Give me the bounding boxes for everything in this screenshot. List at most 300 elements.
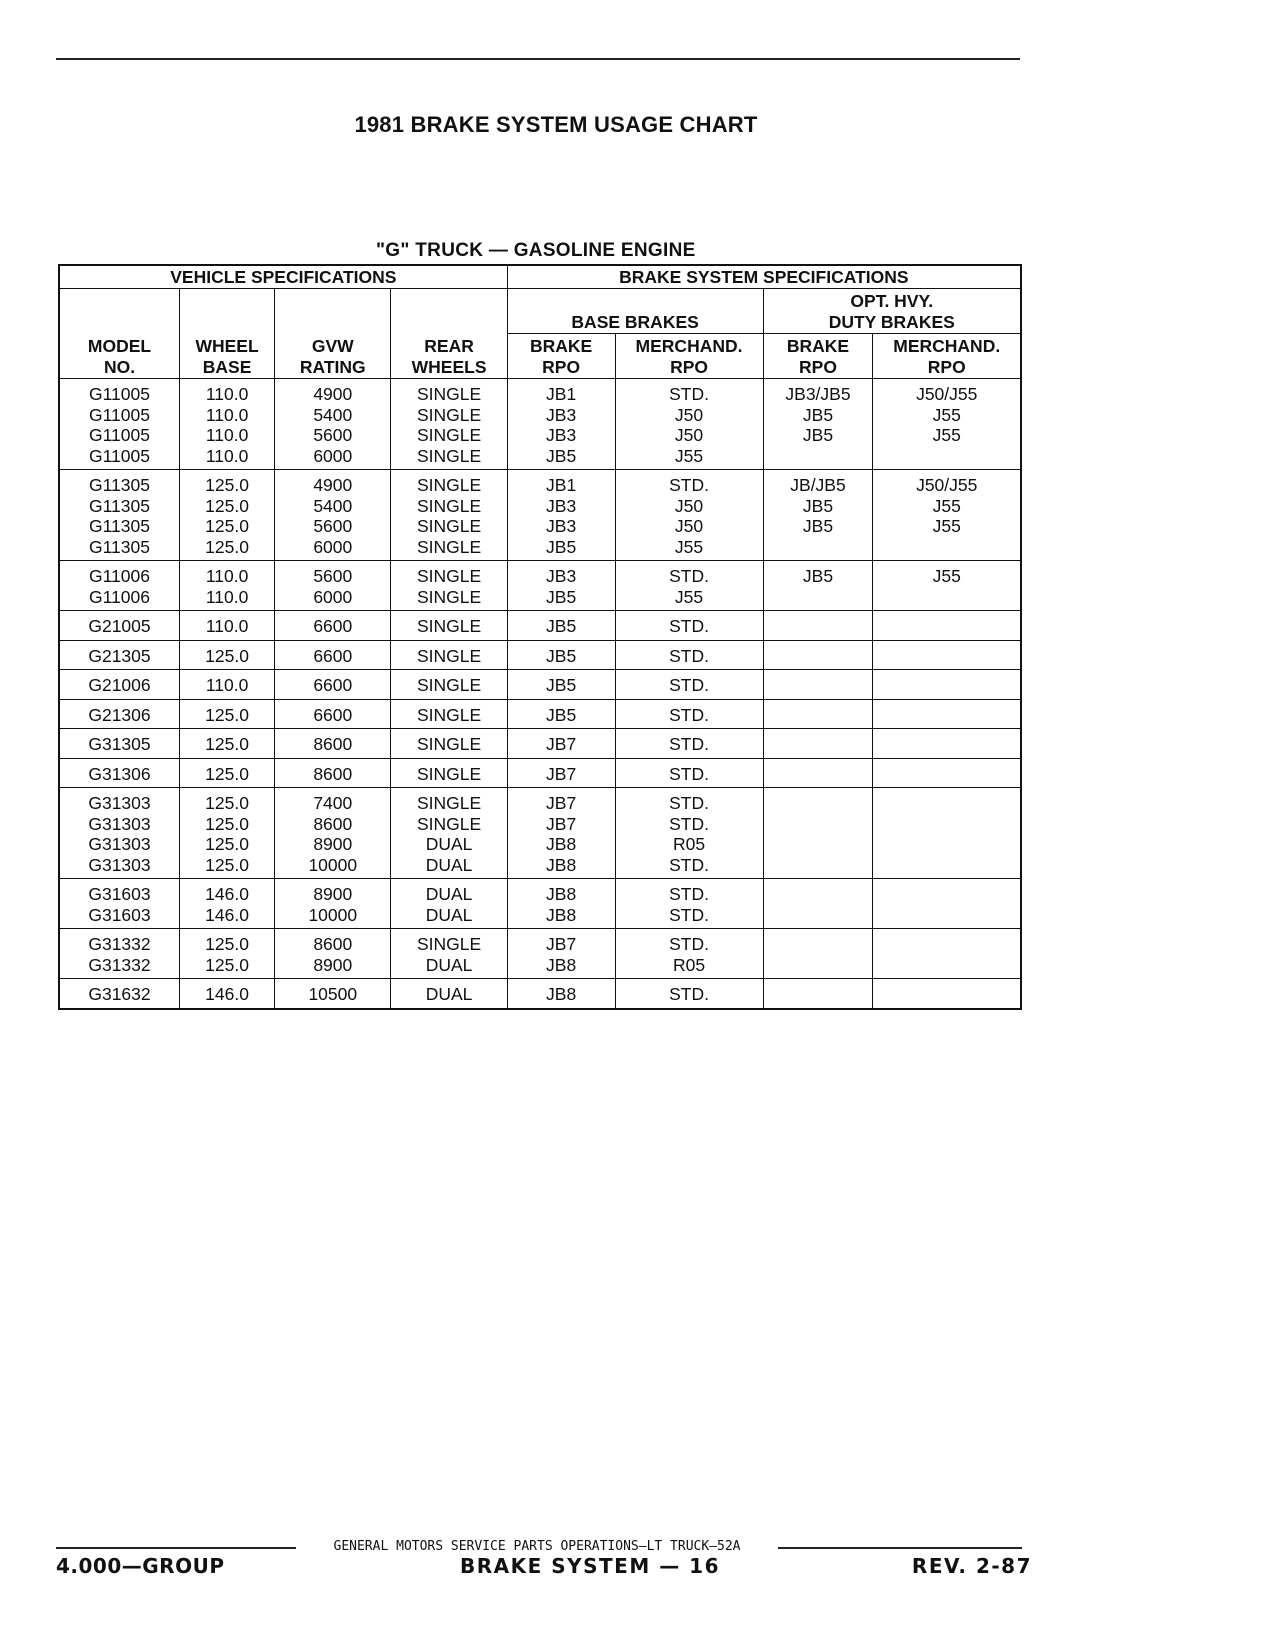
wheelbase-cell xyxy=(180,788,275,879)
model-cell xyxy=(59,979,180,1009)
cell-value: G11005 xyxy=(89,445,150,466)
cell-value: 4900 xyxy=(313,475,353,495)
table-body xyxy=(59,379,1021,1009)
cell-value: 10000 xyxy=(308,904,358,925)
cell-value: SINGLE xyxy=(416,734,482,754)
model-cell xyxy=(59,640,180,670)
opt-brake-rpo-cell xyxy=(763,729,873,759)
footer-rule-right xyxy=(778,1547,1022,1549)
cell-value: 110.0 xyxy=(205,384,249,404)
gvw-cell xyxy=(275,670,391,700)
opt-merch-rpo-cell xyxy=(873,699,1021,729)
rear-wheels-cell xyxy=(391,379,507,470)
cell-value: G21006 xyxy=(88,675,151,695)
cell-value: G11305 xyxy=(89,475,150,495)
gvw-cell xyxy=(275,979,391,1009)
cell-value: G21305 xyxy=(88,645,151,666)
cell-value: JB5 xyxy=(802,404,834,425)
col-model-header: MODEL NO. xyxy=(59,289,180,379)
top-rule xyxy=(56,58,1020,60)
table-row xyxy=(59,611,1021,641)
cell-value: J50 xyxy=(674,404,704,425)
cell-value: DUAL xyxy=(425,884,473,904)
gvw-cell xyxy=(275,758,391,788)
cell-value: 10000 xyxy=(308,854,358,875)
cell-value: STD. xyxy=(669,616,709,636)
gvw-cell xyxy=(275,470,391,561)
cell-value: 125.0 xyxy=(205,516,249,536)
rear-wheels-cell xyxy=(391,670,507,700)
cell-value: STD. xyxy=(669,884,709,904)
opt-merch-rpo-cell xyxy=(873,561,1021,611)
wheelbase-cell xyxy=(180,879,275,929)
rear-wheels-cell xyxy=(391,611,507,641)
rear-wheels-cell xyxy=(391,788,507,879)
gvw-cell xyxy=(275,729,391,759)
footer-publisher-line: GENERAL MOTORS SERVICE PARTS OPERATIONS—LT TRUCK—52A xyxy=(333,1539,741,1554)
opt-brake-rpo-cell xyxy=(763,929,873,979)
footer-rule-left xyxy=(56,1547,296,1549)
cell-value: STD. xyxy=(669,566,709,586)
base-merch-rpo-cell xyxy=(615,611,763,641)
base-merch-rpo-cell xyxy=(615,979,763,1009)
cell-value: JB3 xyxy=(546,566,577,586)
model-cell xyxy=(59,729,180,759)
cell-value: DUAL xyxy=(425,854,473,875)
opt-merch-rpo-cell xyxy=(873,379,1021,470)
footer-revision: REV. 2-87 xyxy=(911,1554,1032,1578)
model-cell xyxy=(59,611,180,641)
base-brake-rpo-cell xyxy=(507,929,615,979)
opt-merch-rpo-cell xyxy=(873,640,1021,670)
col-wheelbase-header: WHEEL BASE xyxy=(180,289,275,379)
gvw-cell xyxy=(275,929,391,979)
table-caption: "G" TRUCK — GASOLINE ENGINE xyxy=(376,240,696,261)
cell-value: STD. xyxy=(669,793,709,813)
footer-group: 4.000—GROUP xyxy=(56,1554,225,1578)
opt-merch-rpo-cell xyxy=(873,729,1021,759)
cell-value: 125.0 xyxy=(205,704,249,725)
col-base-merch-rpo-header: MERCHAND. RPO xyxy=(615,334,763,379)
cell-value: 125.0 xyxy=(205,834,249,854)
cell-value: J55 xyxy=(932,495,961,516)
opt-merch-rpo-cell xyxy=(873,670,1021,700)
cell-value: SINGLE xyxy=(416,495,482,516)
cell-value: 125.0 xyxy=(205,645,249,666)
cell-value: 110.0 xyxy=(205,586,249,607)
cell-value: 6600 xyxy=(313,704,353,725)
cell-value: JB5 xyxy=(802,566,834,586)
cell-value: G11305 xyxy=(89,536,150,557)
opt-brake-rpo-cell xyxy=(763,788,873,879)
cell-value: G11305 xyxy=(89,495,150,516)
cell-value: JB7 xyxy=(546,734,577,754)
gvw-cell xyxy=(275,561,391,611)
wheelbase-cell xyxy=(180,699,275,729)
cell-value: J55 xyxy=(932,566,961,586)
table-row xyxy=(59,699,1021,729)
opt-brake-rpo-cell xyxy=(763,640,873,670)
cell-value: 125.0 xyxy=(205,536,249,557)
cell-value: JB5 xyxy=(546,704,577,725)
table-row xyxy=(59,379,1021,470)
cell-value: STD. xyxy=(669,475,709,495)
wheelbase-cell xyxy=(180,611,275,641)
model-cell xyxy=(59,561,180,611)
cell-value: JB7 xyxy=(546,934,577,954)
table-header xyxy=(59,265,1021,379)
base-brake-rpo-cell xyxy=(507,699,615,729)
cell-value: 5400 xyxy=(313,495,353,516)
base-merch-rpo-cell xyxy=(615,758,763,788)
cell-value: G11005 xyxy=(89,384,150,404)
base-brake-rpo-cell xyxy=(507,729,615,759)
opt-merch-rpo-cell xyxy=(873,879,1021,929)
rear-wheels-cell xyxy=(391,758,507,788)
cell-value: 8900 xyxy=(313,954,353,975)
cell-value: SINGLE xyxy=(416,793,482,813)
col-gvw-header: GVW RATING xyxy=(275,289,391,379)
cell-value: 5600 xyxy=(313,425,353,445)
cell-value: JB7 xyxy=(546,813,577,834)
cell-value: G31303 xyxy=(88,793,151,813)
cell-value: JB5 xyxy=(802,516,834,536)
rear-wheels-cell xyxy=(391,979,507,1009)
cell-value: JB/JB5 xyxy=(790,475,846,495)
model-cell xyxy=(59,788,180,879)
cell-value: SINGLE xyxy=(416,566,482,586)
cell-value: 8600 xyxy=(313,734,353,754)
cell-value: G31305 xyxy=(88,734,151,754)
model-cell xyxy=(59,699,180,729)
opt-brake-rpo-cell xyxy=(763,670,873,700)
wheelbase-cell xyxy=(180,929,275,979)
wheelbase-cell xyxy=(180,758,275,788)
cell-value: DUAL xyxy=(425,834,473,854)
cell-value: 6000 xyxy=(313,586,353,607)
cell-value: JB8 xyxy=(546,954,577,975)
gvw-cell xyxy=(275,611,391,641)
cell-value: 110.0 xyxy=(205,445,249,466)
cell-value: STD. xyxy=(669,704,709,725)
opt-brake-rpo-cell xyxy=(763,470,873,561)
table-row xyxy=(59,979,1021,1009)
cell-value: J55 xyxy=(674,445,704,466)
cell-value: G11005 xyxy=(89,404,150,425)
base-brake-rpo-cell xyxy=(507,758,615,788)
base-merch-rpo-cell xyxy=(615,699,763,729)
cell-value: DUAL xyxy=(425,984,473,1004)
cell-value: G31303 xyxy=(88,834,151,854)
opt-brake-rpo-cell xyxy=(763,561,873,611)
cell-value: G31632 xyxy=(88,984,151,1004)
cell-value: STD. xyxy=(669,984,709,1004)
rear-wheels-cell xyxy=(391,640,507,670)
cell-value: G11305 xyxy=(89,516,150,536)
cell-value: SINGLE xyxy=(416,675,482,695)
cell-value: JB3 xyxy=(546,404,577,425)
cell-value: G31303 xyxy=(88,854,151,875)
table-row xyxy=(59,470,1021,561)
cell-value: 5600 xyxy=(313,566,353,586)
cell-value: G31603 xyxy=(88,904,151,925)
cell-value: 125.0 xyxy=(205,734,249,754)
cell-value: DUAL xyxy=(425,904,473,925)
rear-wheels-cell xyxy=(391,699,507,729)
cell-value: 4900 xyxy=(313,384,353,404)
base-brake-rpo-cell xyxy=(507,611,615,641)
table-row xyxy=(59,729,1021,759)
brake-specs-header: BRAKE SYSTEM SPECIFICATIONS xyxy=(507,265,1021,289)
cell-value: 10500 xyxy=(308,984,358,1004)
cell-value: R05 xyxy=(672,954,706,975)
cell-value: JB3 xyxy=(546,516,577,536)
cell-value: J55 xyxy=(932,425,961,445)
table-row xyxy=(59,929,1021,979)
cell-value: JB1 xyxy=(546,384,577,404)
rear-wheels-cell xyxy=(391,470,507,561)
base-merch-rpo-cell xyxy=(615,379,763,470)
base-merch-rpo-cell xyxy=(615,788,763,879)
cell-value: G31303 xyxy=(88,813,151,834)
cell-value: G11005 xyxy=(89,425,150,445)
gvw-cell xyxy=(275,699,391,729)
cell-value: STD. xyxy=(669,734,709,754)
wheelbase-cell xyxy=(180,379,275,470)
base-merch-rpo-cell xyxy=(615,470,763,561)
cell-value: G11006 xyxy=(89,586,150,607)
opt-merch-rpo-cell xyxy=(873,611,1021,641)
base-merch-rpo-cell xyxy=(615,670,763,700)
base-merch-rpo-cell xyxy=(615,879,763,929)
table-row xyxy=(59,561,1021,611)
rear-wheels-cell xyxy=(391,561,507,611)
gvw-cell xyxy=(275,879,391,929)
cell-value: J55 xyxy=(674,536,704,557)
model-cell xyxy=(59,929,180,979)
cell-value: G31332 xyxy=(88,954,151,975)
vehicle-specs-header: VEHICLE SPECIFICATIONS xyxy=(59,265,507,289)
rear-wheels-cell xyxy=(391,879,507,929)
rear-wheels-cell xyxy=(391,729,507,759)
cell-value: JB5 xyxy=(546,536,577,557)
brake-usage-table xyxy=(58,264,1022,1010)
cell-value: 110.0 xyxy=(205,566,249,586)
cell-value: 125.0 xyxy=(205,934,249,954)
cell-value: 8600 xyxy=(313,763,353,784)
base-brake-rpo-cell xyxy=(507,379,615,470)
cell-value: 125.0 xyxy=(205,475,249,495)
cell-value: SINGLE xyxy=(416,475,482,495)
cell-value: J50 xyxy=(674,425,704,445)
opt-brake-rpo-cell xyxy=(763,758,873,788)
wheelbase-cell xyxy=(180,979,275,1009)
cell-value: JB5 xyxy=(546,616,577,636)
wheelbase-cell xyxy=(180,670,275,700)
cell-value: SINGLE xyxy=(416,586,482,607)
cell-value: 7400 xyxy=(313,793,353,813)
gvw-cell xyxy=(275,788,391,879)
opt-brake-rpo-cell xyxy=(763,699,873,729)
cell-value: 125.0 xyxy=(205,793,249,813)
cell-value: 125.0 xyxy=(205,854,249,875)
wheelbase-cell xyxy=(180,640,275,670)
col-base-brake-rpo-header: BRAKE RPO xyxy=(507,334,615,379)
cell-value: JB5 xyxy=(546,645,577,666)
cell-value: JB5 xyxy=(546,445,577,466)
col-opt-merch-rpo-header: MERCHAND. RPO xyxy=(873,334,1021,379)
cell-value: 146.0 xyxy=(205,884,249,904)
cell-value: J50/J55 xyxy=(916,475,978,495)
opt-merch-rpo-cell xyxy=(873,758,1021,788)
cell-value: JB8 xyxy=(546,904,577,925)
base-brake-rpo-cell xyxy=(507,879,615,929)
base-brake-rpo-cell xyxy=(507,640,615,670)
table-row xyxy=(59,879,1021,929)
cell-value: J55 xyxy=(932,404,961,425)
cell-value: SINGLE xyxy=(416,645,482,666)
table-row xyxy=(59,670,1021,700)
cell-value: G31332 xyxy=(88,934,151,954)
cell-value: 8900 xyxy=(313,834,353,854)
base-brake-rpo-cell xyxy=(507,561,615,611)
cell-value: 8600 xyxy=(313,934,353,954)
col-opt-brake-rpo-header: BRAKE RPO xyxy=(763,334,873,379)
base-brake-rpo-cell xyxy=(507,979,615,1009)
wheelbase-cell xyxy=(180,561,275,611)
cell-value: STD. xyxy=(669,763,709,784)
cell-value: J50 xyxy=(674,495,704,516)
cell-value: 146.0 xyxy=(205,904,249,925)
model-cell xyxy=(59,379,180,470)
opt-brake-rpo-cell xyxy=(763,979,873,1009)
cell-value: SINGLE xyxy=(416,616,482,636)
cell-value: J55 xyxy=(932,516,961,536)
cell-value: STD. xyxy=(669,813,709,834)
cell-value: 110.0 xyxy=(205,404,249,425)
cell-value: JB5 xyxy=(802,425,834,445)
cell-value: STD. xyxy=(669,675,709,695)
base-brake-rpo-cell xyxy=(507,788,615,879)
cell-value: STD. xyxy=(669,645,709,666)
cell-value: 110.0 xyxy=(205,425,249,445)
cell-value: SINGLE xyxy=(416,763,482,784)
model-cell xyxy=(59,470,180,561)
cell-value: 5600 xyxy=(313,516,353,536)
cell-value: JB8 xyxy=(546,854,577,875)
page-title: 1981 BRAKE SYSTEM USAGE CHART xyxy=(354,112,758,137)
cell-value: J55 xyxy=(674,586,704,607)
cell-value: J50/J55 xyxy=(916,384,978,404)
opt-brake-rpo-cell xyxy=(763,379,873,470)
cell-value: 110.0 xyxy=(205,675,249,695)
cell-value: G11006 xyxy=(89,566,150,586)
cell-value: JB5 xyxy=(802,495,834,516)
cell-value: J50 xyxy=(674,516,704,536)
col-rear-wheels-header: REAR WHEELS xyxy=(391,289,507,379)
cell-value: JB5 xyxy=(546,586,577,607)
gvw-cell xyxy=(275,640,391,670)
opt-merch-rpo-cell xyxy=(873,470,1021,561)
cell-value: SINGLE xyxy=(416,536,482,557)
base-brake-rpo-cell xyxy=(507,670,615,700)
cell-value: 110.0 xyxy=(205,616,249,636)
cell-value: 125.0 xyxy=(205,954,249,975)
cell-value: JB3/JB5 xyxy=(785,384,851,404)
opt-merch-rpo-cell xyxy=(873,929,1021,979)
cell-value: SINGLE xyxy=(416,404,482,425)
cell-value: 146.0 xyxy=(205,984,249,1004)
cell-value: 8600 xyxy=(313,813,353,834)
model-cell xyxy=(59,758,180,788)
cell-value: JB7 xyxy=(546,793,577,813)
gvw-cell xyxy=(275,379,391,470)
cell-value: 6000 xyxy=(313,536,353,557)
model-cell xyxy=(59,670,180,700)
cell-value: 125.0 xyxy=(205,763,249,784)
cell-value: JB7 xyxy=(546,763,577,784)
cell-value: SINGLE xyxy=(416,516,482,536)
cell-value: SINGLE xyxy=(416,384,482,404)
cell-value: JB3 xyxy=(546,495,577,516)
base-merch-rpo-cell xyxy=(615,640,763,670)
cell-value: STD. xyxy=(669,384,709,404)
base-merch-rpo-cell xyxy=(615,729,763,759)
base-merch-rpo-cell xyxy=(615,929,763,979)
cell-value: STD. xyxy=(669,904,709,925)
cell-value: SINGLE xyxy=(416,445,482,466)
cell-value: G21005 xyxy=(88,616,151,636)
cell-value: R05 xyxy=(672,834,706,854)
table-row xyxy=(59,788,1021,879)
cell-value: 6000 xyxy=(313,445,353,466)
cell-value: SINGLE xyxy=(416,704,482,725)
cell-value: DUAL xyxy=(425,954,473,975)
cell-value: G21306 xyxy=(88,704,151,725)
opt-hvy-duty-header: OPT. HVY. DUTY BRAKES xyxy=(763,289,1021,334)
opt-brake-rpo-cell xyxy=(763,611,873,641)
base-brakes-header: BASE BRAKES xyxy=(507,289,763,334)
cell-value: 6600 xyxy=(313,645,353,666)
cell-value: 6600 xyxy=(313,675,353,695)
base-brake-rpo-cell xyxy=(507,470,615,561)
cell-value: SINGLE xyxy=(416,934,482,954)
opt-merch-rpo-cell xyxy=(873,788,1021,879)
cell-value: STD. xyxy=(669,934,709,954)
cell-value: 125.0 xyxy=(205,813,249,834)
model-cell xyxy=(59,879,180,929)
cell-value: JB8 xyxy=(546,884,577,904)
opt-brake-rpo-cell xyxy=(763,879,873,929)
cell-value: G31603 xyxy=(88,884,151,904)
cell-value: JB8 xyxy=(546,984,577,1004)
wheelbase-cell xyxy=(180,729,275,759)
cell-value: SINGLE xyxy=(416,425,482,445)
cell-value: JB5 xyxy=(546,675,577,695)
wheelbase-cell xyxy=(180,470,275,561)
cell-value: STD. xyxy=(669,854,709,875)
cell-value: SINGLE xyxy=(416,813,482,834)
rear-wheels-cell xyxy=(391,929,507,979)
cell-value: JB3 xyxy=(546,425,577,445)
cell-value: 6600 xyxy=(313,616,353,636)
cell-value: JB8 xyxy=(546,834,577,854)
cell-value: 5400 xyxy=(313,404,353,425)
opt-merch-rpo-cell xyxy=(873,979,1021,1009)
base-merch-rpo-cell xyxy=(615,561,763,611)
cell-value: G31306 xyxy=(88,763,151,784)
footer-page-label: BRAKE SYSTEM — 16 xyxy=(460,1554,721,1578)
